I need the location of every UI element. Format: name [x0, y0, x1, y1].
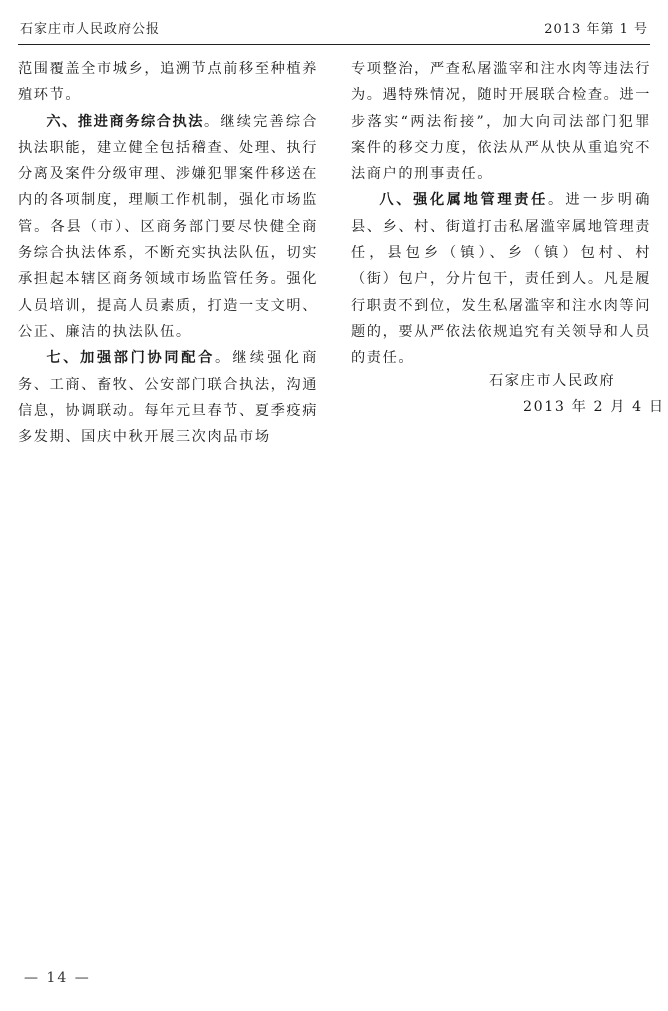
section-6-heading: 六、推进商务综合执法	[46, 113, 205, 130]
left-paragraph-3	[18, 345, 318, 450]
page-header	[18, 18, 650, 40]
section-8-heading: 八、强化属地管理责任	[379, 192, 548, 209]
section-7-body: 。继续强化商务、工商、畜牧、公安部门联合执法，沟通信息，协调联动。每年元旦春节、夏季疫病多发期、国庆中秋开展三次肉品市场	[18, 350, 318, 446]
page-number: — 14 —	[24, 970, 91, 986]
section-8-body: 。进一步明确县、乡、村、街道打击私屠滥宰属地管理责任，县包乡（镇）、乡（镇）包村、村（街）包户，分片包干，责任到人。凡是履行职责不到位，发生私屠滥宰和注水肉等问题的，要从严依法依规追究有关领导和人员的责任。	[351, 192, 651, 367]
right-paragraph-2	[351, 187, 651, 371]
section-6-body: 。继续完善综合执法职能，建立健全包括稽查、处理、执行分离及案件分级审理、涉嫌犯罪案件移送在内的各项制度，理顺工作机制，强化市场监管。各县（市）、区商务部门要尽快健全商务综合执法体系，不断充实执法队伍，切实承担起本辖区商务领域市场监管任务。强化人员培训，提高人员素质，打造一支文明、公正、廉洁的执法队伍。	[18, 113, 318, 340]
left-paragraph-1: 范围覆盖全市城乡，追溯节点前移至种植养殖环节。	[18, 61, 318, 104]
header-rule	[18, 44, 650, 45]
signature-org: 石家庄市人民政府	[489, 373, 616, 389]
section-7-heading: 七、加强部门协同配合	[46, 350, 215, 367]
right-column	[351, 56, 651, 372]
left-paragraph-2	[18, 109, 318, 346]
left-column	[18, 56, 318, 450]
publication-title: 石家庄市人民政府公报	[20, 22, 161, 37]
issue-number: 2013 年第 1 号	[544, 22, 648, 37]
signature-date: 2013 年 2 月 4 日	[523, 399, 665, 415]
right-paragraph-1: 专项整治，严查私屠滥宰和注水肉等违法行为。遇特殊情况，随时开展联合检查。进一步落实“两法衔接”，加大向司法部门犯罪案件的移交力度，依法从严从快从重追究不法商户的刑事责任。	[351, 61, 651, 183]
